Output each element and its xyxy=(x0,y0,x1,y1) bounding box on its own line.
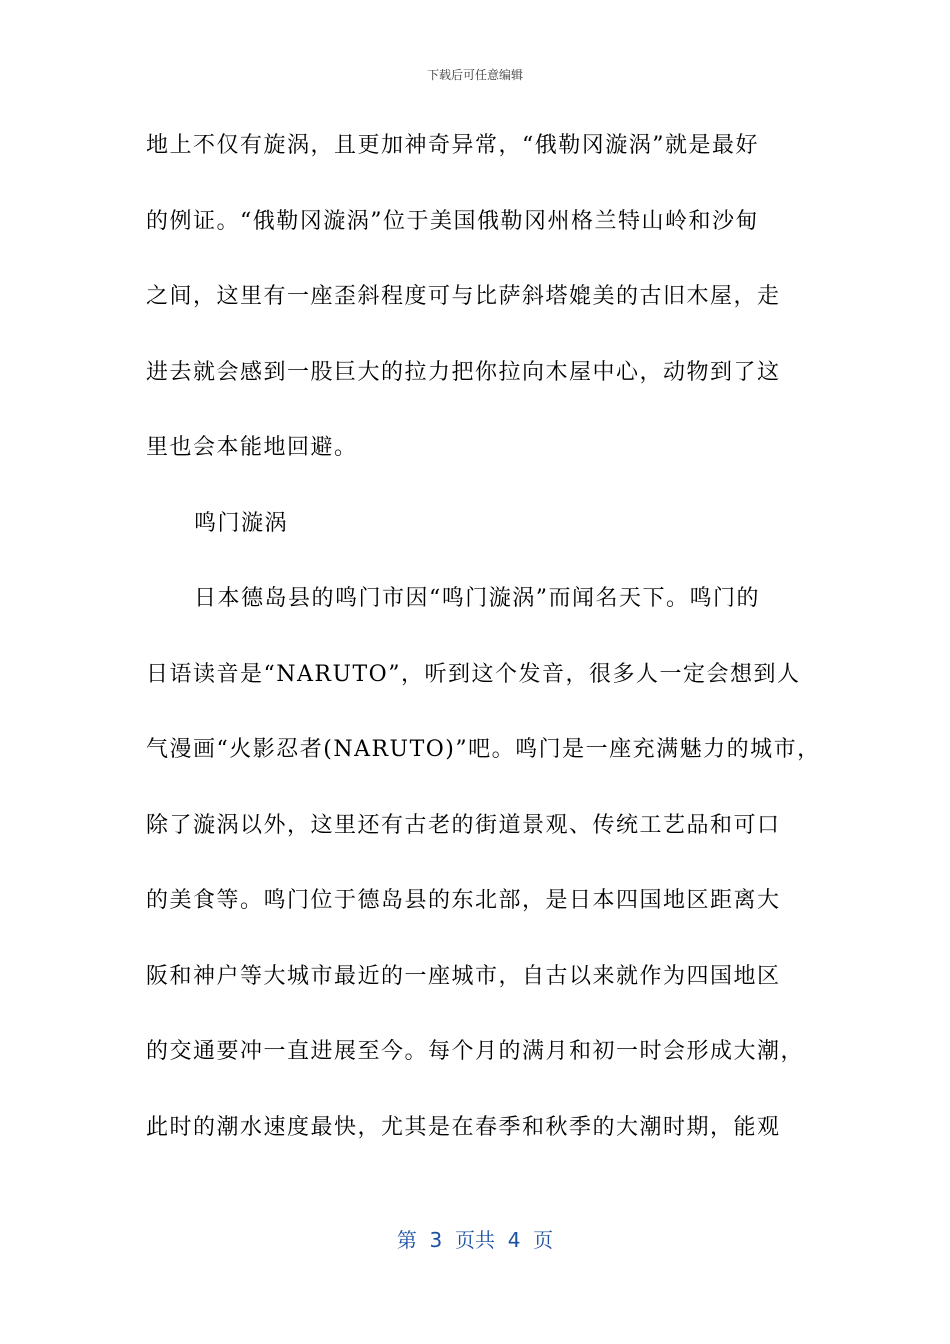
body-line: 除了漩涡以外，这里还有古老的街道景观、传统工艺品和可口 xyxy=(146,812,781,838)
body-line: 的例证。“俄勒冈漩涡”位于美国俄勒冈州格兰特山岭和沙甸 xyxy=(146,208,759,234)
body-line: 里也会本能地回避。 xyxy=(146,435,358,460)
body-line: 气漫画“火影忍者(NARUTO)”吧。鸣门是一座充满魅力的城市， xyxy=(146,737,821,762)
body-line: 此时的潮水速度最快，尤其是在春季和秋季的大潮时期，能观 xyxy=(146,1114,781,1140)
body-line: 之间，这里有一座歪斜程度可与比萨斜塔媲美的古旧木屋，走 xyxy=(146,284,781,309)
body-line: 地上不仅有旋涡，且更加神奇异常，“俄勒冈漩涡”就是最好 xyxy=(146,133,759,158)
body-line: 的交通要冲一直进展至今。每个月的满月和初一时会形成大潮， xyxy=(146,1039,805,1064)
section-heading: 鸣门漩涡 xyxy=(194,510,289,536)
body-line: 阪和神户等大城市最近的一座城市，自古以来就作为四国地区 xyxy=(146,963,781,989)
page-number-footer: 第 3 页共 4 页 xyxy=(396,1228,554,1252)
body-line: 进去就会感到一股巨大的拉力把你拉向木屋中心，动物到了这 xyxy=(146,359,781,385)
body-line: 日语读音是“NARUTO”，听到这个发音，很多人一定会想到人 xyxy=(146,661,801,687)
body-line: 的美食等。鸣门位于德岛县的东北部，是日本四国地区距离大 xyxy=(146,888,781,913)
body-line: 日本德岛县的鸣门市因“鸣门漩涡”而闻名天下。鸣门的 xyxy=(194,586,760,611)
document-body xyxy=(146,124,821,1181)
page-header: 下载后可任意编辑 xyxy=(426,68,523,82)
